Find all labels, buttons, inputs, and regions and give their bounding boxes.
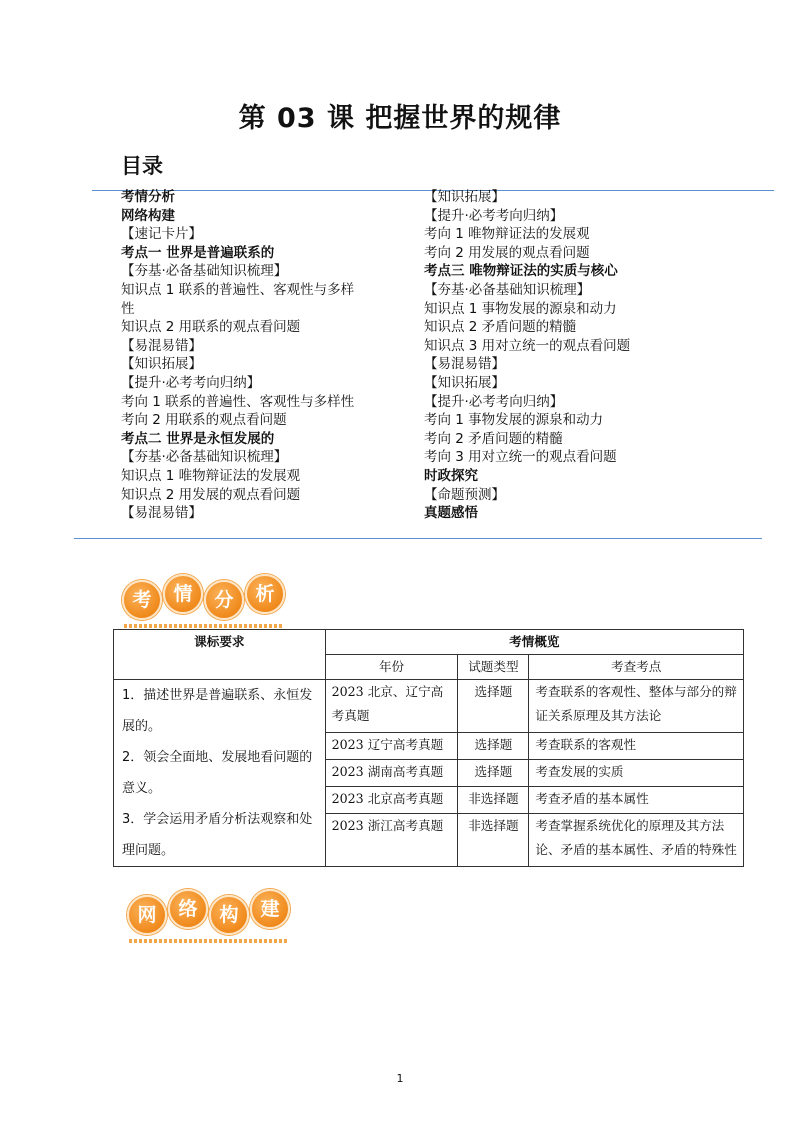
toc-item[interactable]: 【提升·必考考向归纳】 bbox=[424, 207, 564, 224]
toc-item[interactable]: 考情分析 bbox=[121, 189, 175, 205]
toc-item[interactable]: 考向 1 唯物辩证法的发展观 bbox=[424, 226, 590, 243]
header-point: 考查考点 bbox=[529, 655, 744, 680]
page-title: 第 03 课 把握世界的规律 bbox=[238, 103, 562, 134]
requirement-item: 2．领会全面地、发展地看问题的意义。 bbox=[122, 750, 313, 796]
toc-item[interactable]: 【知识拓展】 bbox=[424, 189, 505, 205]
row-point: 考查联系的客观性 bbox=[529, 732, 744, 759]
row-type: 非选择题 bbox=[458, 814, 529, 867]
toc-item[interactable]: 考点一 世界是普遍联系的 bbox=[121, 244, 275, 261]
banner-char: 络 bbox=[168, 889, 208, 929]
row-year: 2023 北京、辽宁高考真题 bbox=[325, 680, 458, 733]
toc-item[interactable]: 【夯基·必备基础知识梳理】 bbox=[121, 449, 288, 466]
header-requirements: 课标要求 bbox=[114, 630, 326, 680]
toc-item[interactable]: 考向 2 用联系的观点看问题 bbox=[121, 412, 287, 429]
banner-char: 考 bbox=[122, 580, 162, 620]
toc-item[interactable]: 【速记卡片】 bbox=[121, 226, 202, 243]
toc-item[interactable]: 【提升·必考考向归纳】 bbox=[121, 374, 261, 391]
toc-item[interactable]: 网络构建 bbox=[121, 207, 175, 224]
banner-network-building bbox=[127, 889, 291, 935]
toc-item[interactable]: 考点三 唯物辩证法的实质与核心 bbox=[424, 263, 618, 280]
header-year: 年份 bbox=[325, 655, 458, 680]
toc-item[interactable]: 考向 1 事物发展的源泉和动力 bbox=[424, 412, 604, 429]
toc-left-column bbox=[121, 188, 354, 523]
banner-underline bbox=[129, 939, 289, 943]
banner-char: 构 bbox=[209, 895, 249, 935]
row-point: 考查联系的客观性、整体与部分的辩证关系原理及其方法论 bbox=[529, 680, 744, 733]
toc-item[interactable]: 【知识拓展】 bbox=[424, 374, 505, 391]
row-type: 选择题 bbox=[458, 680, 529, 733]
toc-item[interactable]: 【易混易错】 bbox=[121, 337, 202, 354]
toc-item[interactable]: 知识点 1 唯物辩证法的发展观 bbox=[121, 467, 301, 484]
banner-char: 析 bbox=[245, 574, 285, 614]
row-type: 选择题 bbox=[458, 732, 529, 759]
toc-item[interactable]: 【易混易错】 bbox=[424, 356, 505, 373]
header-type: 试题类型 bbox=[458, 655, 529, 680]
row-year: 2023 辽宁高考真题 bbox=[325, 732, 458, 759]
toc-item[interactable]: 考向 1 联系的普遍性、客观性与多样性 bbox=[121, 393, 355, 410]
row-year: 2023 湖南高考真题 bbox=[325, 759, 458, 786]
page-number: 1 bbox=[396, 1072, 404, 1085]
toc-item[interactable]: 考向 3 用对立统一的观点看问题 bbox=[424, 449, 617, 466]
toc-item[interactable]: 知识点 2 矛盾问题的精髓 bbox=[424, 319, 577, 336]
exam-overview-table bbox=[113, 629, 744, 867]
toc-item[interactable]: 知识点 1 事物发展的源泉和动力 bbox=[424, 300, 617, 317]
toc-item[interactable]: 考向 2 用发展的观点看问题 bbox=[424, 244, 590, 261]
row-point: 考查发展的实质 bbox=[529, 759, 744, 786]
row-year: 2023 北京高考真题 bbox=[325, 786, 458, 813]
row-type: 选择题 bbox=[458, 759, 529, 786]
toc-item[interactable]: 考向 2 矛盾问题的精髓 bbox=[424, 430, 563, 447]
banner-char: 建 bbox=[250, 889, 290, 929]
toc-item[interactable]: 时政探究 bbox=[424, 467, 478, 484]
banner-char: 分 bbox=[204, 580, 244, 620]
header-overview: 考情概览 bbox=[325, 630, 743, 655]
banner-underline bbox=[124, 624, 284, 628]
requirements-cell bbox=[114, 680, 326, 867]
requirement-item: 3．学会运用矛盾分析法观察和处理问题。 bbox=[122, 812, 313, 858]
toc-item[interactable]: 知识点 1 联系的普遍性、客观性与多样 bbox=[121, 281, 355, 298]
row-point: 考查矛盾的基本属性 bbox=[529, 786, 744, 813]
row-point: 考查掌握系统优化的原理及其方法论、矛盾的基本属性、矛盾的特殊性 bbox=[529, 814, 744, 867]
toc-item[interactable]: 性 bbox=[121, 300, 135, 317]
toc-item[interactable]: 知识点 3 用对立统一的观点看问题 bbox=[424, 337, 631, 354]
row-type: 非选择题 bbox=[458, 786, 529, 813]
toc-bottom-rule bbox=[74, 538, 762, 539]
banner-exam-analysis bbox=[122, 574, 286, 620]
toc-item[interactable]: 知识点 2 用发展的观点看问题 bbox=[121, 486, 301, 503]
toc-item[interactable]: 【提升·必考考向归纳】 bbox=[424, 393, 564, 410]
toc-item[interactable]: 【夯基·必备基础知识梳理】 bbox=[121, 263, 288, 280]
toc-right-column bbox=[424, 188, 630, 523]
toc-item[interactable]: 考点二 世界是永恒发展的 bbox=[121, 430, 275, 447]
banner-char: 情 bbox=[163, 574, 203, 614]
banner-char: 网 bbox=[127, 895, 167, 935]
toc-item[interactable]: 真题感悟 bbox=[424, 505, 478, 522]
toc-item[interactable]: 【命题预测】 bbox=[424, 486, 505, 503]
requirement-item: 1．描述世界是普遍联系、永恒发展的。 bbox=[122, 688, 313, 734]
toc-item[interactable]: 【夯基·必备基础知识梳理】 bbox=[424, 281, 591, 298]
toc-heading: 目录 bbox=[121, 154, 163, 178]
row-year: 2023 浙江高考真题 bbox=[325, 814, 458, 867]
toc-item[interactable]: 【知识拓展】 bbox=[121, 356, 202, 373]
toc-item[interactable]: 【易混易错】 bbox=[121, 505, 202, 522]
toc-item[interactable]: 知识点 2 用联系的观点看问题 bbox=[121, 319, 301, 336]
